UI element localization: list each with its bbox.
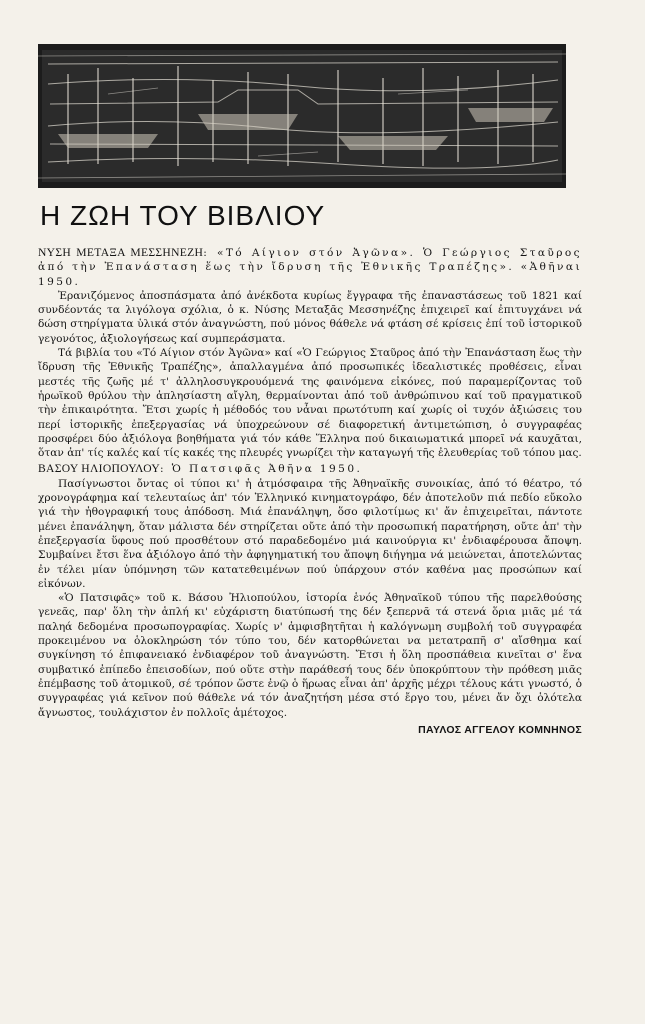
review-paragraph: «Ὁ Πατσιφᾶς» τοῦ κ. Βάσου Ἠλιοπούλου, ἱστορία ἑνός Ἀθηναϊκοῦ τύπου τῆς παρελθούσης γενεᾶς, παρ' ὅλη τὴν ἁπλή κι' εὐχάριστη διατύπωσή της δέν ξεπερνᾶ τά στενά ὅρια μιᾶς μέ τά παληά δεδομένα προσωπογραφίας. Χωρίς ν' ἀμφισβητῆται ἡ καλόγνωμη συμβολή τοῦ συγγραφέα προκειμένου να ὁλοκληρώση τόν τύπο του, δέν κατορθώνεται να μετατραπῆ σ' αἴσθημα καί συγκίνηση τό ἐπιφανειακό ἐνδιαφέρον τοῦ ἀναγνώστη. Ἔτσι ἡ ὅλη προσπάθεια κινεῖται σ' ἕνα συμβατικό ἐπίπεδο ἐπεισοδίων, πού οὔτε στὴν παράθεσή τους δέν ὑποκρύπτουν τὴν πρόθεση μιᾶς ἐπέμβασης τοῦ ἀτομικοῦ, σέ τρόπον ὥστε ἐνῷ ὁ ἥρωας εἶναι ἀπ' ἀρχῆς μέχρι τέλους κάτι γνωστό, ὁ συγγραφέας γιά κεῖνον πού θάθελε νά τόν ἀναζητήση μέσα στό ἔργο του, μένει ἄν ὄχι ὁλότελα ἄγνωστος, τουλάχιστον ἐν πολλοῖς ἀμέτοχος. (38, 592, 582, 719)
article-body (38, 246, 582, 737)
review-paragraph: Ἐρανιζόμενος ἀποσπάσματα ἀπό ἀνέκδοτα κυρίως ἔγγραφα τῆς ἐπαναστάσεως τοῦ 1821 καί συνδέοντάς τα λιγόλογα σχόλια, ὁ κ. Νύσης Μεταξᾶς Μεσσηνέζης ἐπιχειρεῖ καί ἐπιτυγχάνει νά δώση στηρίγματα ὑλικά στόν ἀναγνώστη, πού μόνος θάθελε νά φτάση σέ κρίσεις ἐπί τοῦ ἱστορικοῦ γεγονότος, ἀξιολογήσεως καί συμπεράσματα. (38, 289, 582, 345)
review-books: : Ὁ Πατσιφᾶς Ἀθῆνα 1950. (160, 463, 363, 476)
author-signature: ΠΑΥΛΟΣ ΑΓΓΕΛΟΥ ΚΟΜΝΗΝΟΣ (418, 723, 582, 736)
review-author: ΒΑΣΟΥ ΗΛΙΟΠΟΥΛΟΥ (38, 462, 161, 476)
review-heading (38, 462, 582, 476)
woodcut-banner-image (38, 44, 566, 188)
section-title: Η ΖΩΗ ΤΟΥ ΒΙΒΛΙΟΥ (40, 200, 326, 231)
review-books: : «Τό Αίγιον στόν Ἀγῶνα». Ὁ Γεώργιος Σταῦρος ἀπό τὴν Ἐπανάσταση ἕως τὴν ἴδρυση τῆς Ἐθνικῆς Τραπέζης». «Ἀθῆναι 1950. (38, 247, 582, 288)
woodcut-ships-illustration (38, 44, 566, 188)
review-paragraph: Τά βιβλία του «Τό Αίγιον στόν Ἀγῶνα» καί «Ὁ Γεώργιος Σταῦρος ἀπό τὴν Ἐπανάσταση ἕως τὴν ἴδρυση τῆς Ἐθνικῆς Τραπέζης», ἀπαλλαγμένα ἀπό προσωπικές ἰδεαλιστικές προθέσεις, εἶναι μεστές τῆς ζωῆς μέ τ' ἀλληλοσυγκρουόμενά της φαινόμενα εἰκόνες, πού παραμερίζοντας τοῦ ἡρωϊκοῦ θρύλου τὴν ἀπλησίαστη αἴγλη, θερμαίνονται ἀπό τοῦ ἀνθρώπινου καί τοῦ πραγματικοῦ τὴν ἐπικαιρότητα. Ἔτσι χωρίς ἡ μέθοδός του νἆναι πρωτότυπη καί χωρίς οἱ τυχόν ἀξιώσεις του περί ἱστορικῆς ἐπεξεργασίας νά ὑποχρεώνουν σέ διαφορετική ἀντιμετώπιση, ὁ συγγραφέας προσφέρει δύο ἀξιόλογα βοηθήματα γιά τόν κάθε Ἕλληνα πού δικαιωματικά μπορεῖ νά καυχᾶται, ὅταν ἀπ' τίς καλές καί τίς κακές της πλευρές γνωρίζει τὴν καταγωγή τῆς ἐλευθερίας τοῦ τόπου μας. (38, 347, 582, 460)
review-heading (38, 246, 582, 289)
review-paragraph: Πασίγνωστοι ὄντας οἱ τύποι κι' ἡ ἀτμόσφαιρα τῆς Ἀθηναϊκῆς συνοικίας, ἀπό τό θέατρο, τό χρονογράφημα καί τελευταίως ἀπ' τόν Ἑλληνικό κινηματογράφο, δέν ἀποτελοῦν πιά πεδίο εὔκολο γιά τὴν ἠθογραφική τους ἀπόδοση. Μιά ἐπανάληψη, ὅσο φιλοτίμως κι' ἄν ἐπιχειρεῖται, πάντοτε μένει ἐπανάληψη, ὅταν μάλιστα δέν στηρίζεται οὔτε ἀπό τὴν προσωπική παρατήρηση, οὔτε ἀπ' τὴν ἐπεξεργασία ὕφους πού προσθέτουν στό παραδεδομένο μιά καινούργια κι' ἐνδιαφέρουσα ἄποψη. Συμβαίνει ἔτσι ἕνα ἀξιόλογο ἀπό τὴν ἀφηγηματική του ἄποψη διήγημα νά μειώνεται, ἀποτελώντας ἐν τέλει μίαν ὑπόμνηση τῶν κατατεθειμένων πού ὑπάρχουν στόν καθένα μας προσώπων καί εἰκόνων. (38, 477, 582, 590)
review-author: ΝΥΣΗ ΜΕΤΑΞΑ ΜΕΣΣΗΝΕΖΗ (38, 246, 204, 259)
